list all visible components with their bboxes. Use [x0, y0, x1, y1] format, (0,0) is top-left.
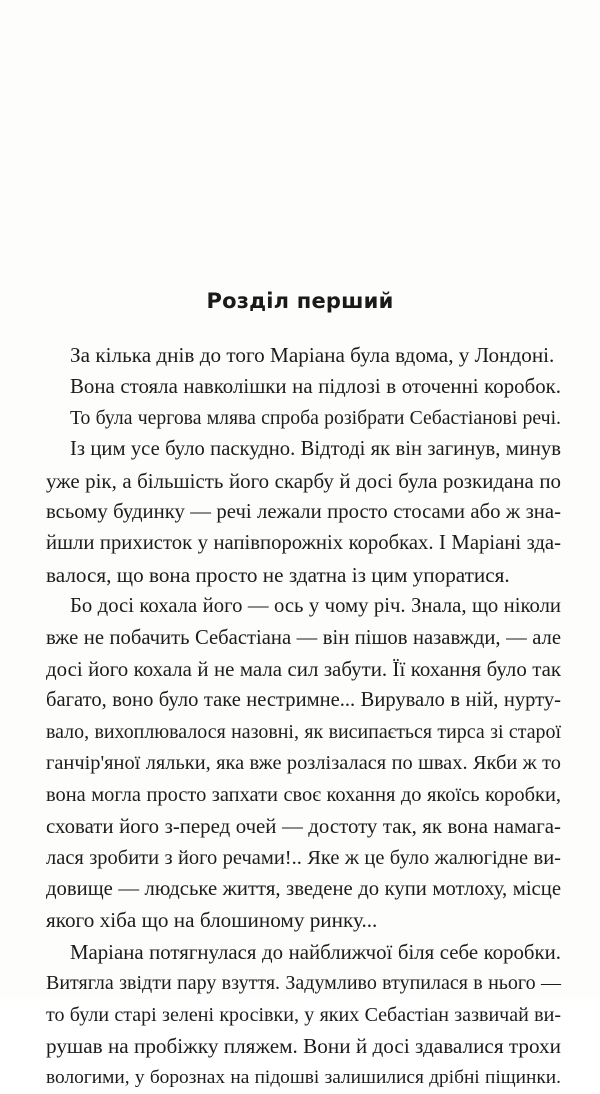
text-line: сховати його з-перед очей — достоту так, як вона намага- [46, 814, 561, 839]
text-line: йшли прихисток у напівпорожніх коробках. І Маріані зда- [46, 532, 561, 555]
text-line: Бо досі кохала його — ось у чому річ. Знала, що ніколи [70, 595, 561, 618]
text-line: Із цим усе було паскудно. Відтоді як він загинув, минув [70, 438, 561, 461]
text-line: лася зробити з його речами!.. Яке ж це було жалюгідне ви- [46, 846, 561, 869]
text-line: За кілька днів до того Маріана була вдома, у Лондоні. [70, 343, 555, 367]
text-line: вало, вихоплювалося назовні, як висипається тирса зі старої [46, 720, 561, 743]
text-line: то були старі зелені кросівки, у яких Себастіан зазвичай ви- [46, 1003, 561, 1026]
text-line: вологими, у борознах на підошві залишилися дрібні піщинки. [46, 1067, 561, 1089]
text-line: довище — людське життя, зведене до купи мотлоху, місце [46, 877, 561, 900]
text-line: вона могла просто запхати своє кохання до якоїсь коробки, [46, 783, 561, 806]
chapter-title: Розділ перший [206, 289, 394, 313]
text-line: вже не побачить Себастіана — він пішов назавжди, — але [46, 626, 561, 649]
chapter-body [46, 340, 561, 1094]
text-line: якого хіба що на блошиному ринку... [46, 908, 378, 933]
text-line: То була чергова млява спроба розібрати Себастіанові речі. [70, 406, 561, 429]
text-line: досі його кохала й не мала сил забути. Її кохання було так [46, 657, 561, 682]
text-line: валося, що вона просто не здатна із цим упоратися. [46, 562, 510, 587]
text-line: ганчір'яної ляльки, яка вже розлізалася по швах. Якби ж то [46, 752, 561, 775]
text-line: рушав на пробіжку пляжем. Вони й досі здавалися трохи [46, 1033, 561, 1058]
text-line: Витягла звідти пару взуття. Задумливо втупилася в нього — [46, 972, 561, 995]
text-line: уже рік, а більшість його скарбу й досі була розкидана по [46, 468, 561, 493]
text-line: Маріана потягнулася до найближчої біля себе коробки. [70, 939, 561, 964]
text-line: Вона стояла навколішки на підлозі в оточенні коробок. [70, 374, 561, 399]
text-line: всьому будинку — речі лежали просто стосами або ж зна- [46, 501, 561, 524]
text-line: багато, воно було таке нестримне... Вирувало в ній, нурту- [46, 689, 561, 712]
